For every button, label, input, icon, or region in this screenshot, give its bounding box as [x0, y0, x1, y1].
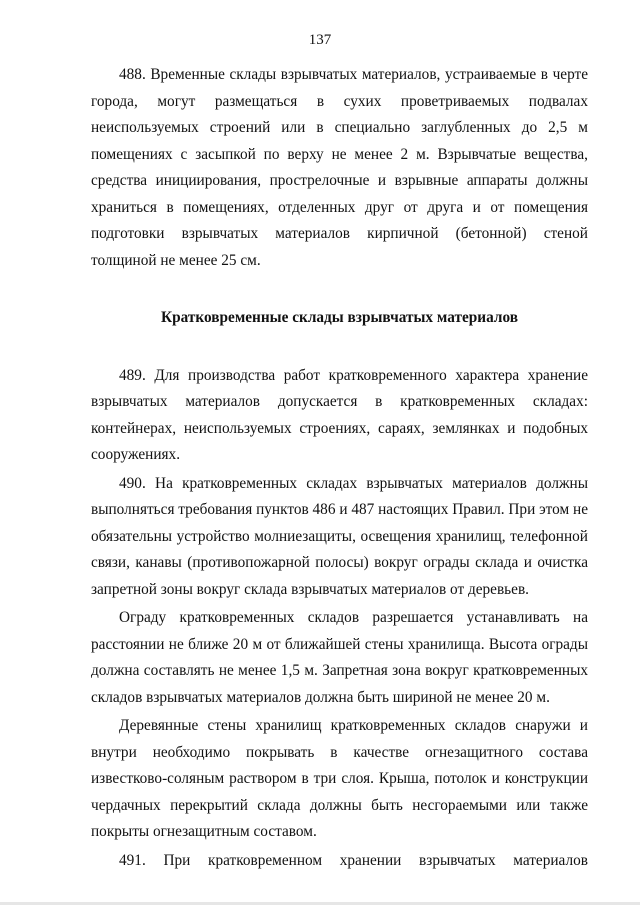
- section-heading: Кратковременные склады взрывчатых материалов: [161, 309, 518, 326]
- paragraph-490-walls: Деревянные стены хранилищ кратковременных складов снаружи и внутри необходимо покрывать в качестве огнезащитного состава известково-соляным раствором в три слоя. Крыша, потолок и конструкции чердачных перекрытий склада должны быть несгораемыми или также покрыты огнезащитным составом.: [91, 717, 588, 840]
- page-content: [91, 62, 588, 874]
- page-number: 137: [308, 32, 332, 48]
- paragraph-488: 488. Временные склады взрывчатых материалов, устраиваемые в черте города, могут размещаться в сухих проветриваемых подвалах неиспользуемых строений или в специально заглубленных до 2,5 м помещениях с засыпкой по верху не менее 2 м. Взрывчатые вещества, средства инициирования, прострелочные и взрывные аппараты должны храниться в помещениях, отделенных друг от друга и от помещения подготовки взрывчатых материалов кирпичной (бетонной) стеной толщиной не менее 25 см.: [91, 66, 588, 269]
- paragraph-489: 489. Для производства работ кратковременного характера хранение взрывчатых материалов допускается в кратковременных складах: контейнерах, неиспользуемых строениях, сараях, землянках и подобных сооружениях.: [91, 366, 588, 463]
- paragraph-491: 491. При кратковременном хранении взрывчатых материалов: [119, 851, 588, 869]
- paragraph-490-fence: Ограду кратковременных складов разрешается устанавливать на расстоянии не ближе 20 м от ближайшей стены хранилища. Высота ограды должна составлять не менее 1,5 м. Запретная зона вокруг кратковременных складов взрывчатых материалов должна быть шириной не менее 20 м.: [91, 609, 588, 706]
- paragraph-490: 490. На кратковременных складах взрывчатых материалов должны выполняться требования пунктов 486 и 487 настоящих Правил. При этом не обязательны устройство молниезащиты, освещения хранилищ, телефонной связи, канавы (противопожарной полосы) вокруг ограды склада и очистка запретной зоны вокруг склада взрывчатых материалов от деревьев.: [91, 474, 588, 598]
